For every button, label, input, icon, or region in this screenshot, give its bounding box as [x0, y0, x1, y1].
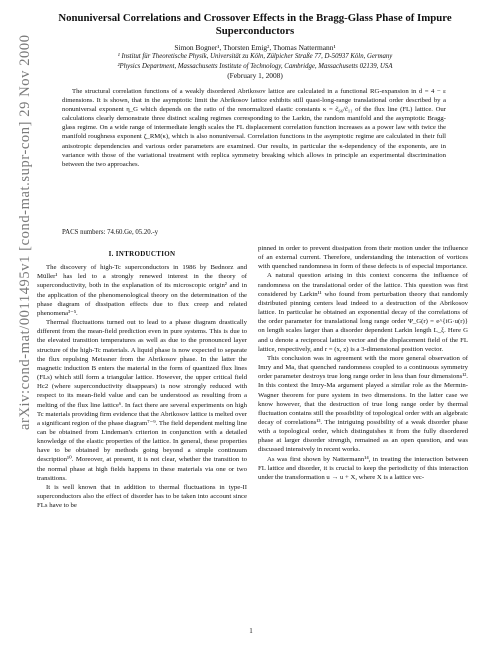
abstract-text: The structural correlation functions of a weakly disordered Abrikosov lattice are calculated in a functional RG-expansion in d = 4 − ε dimensions. It is shown, that in the asymptotic limit the Abrikosov lattice exhibits still quasi-long-range translational order described by a nonuniversal exponent η_G which depends on the ratio of the renormalized elastic constants κ = c̃₆₆/c̃₁₁ of the flux line (FL) lattice. Our calculations clearly demonstrate three distinct scaling regimes corresponding to the Larkin, the random manifold and the asymptotic Bragg-glass regime. On a wide range of intermediate length scales the FL displacement correlation function increases as a power law with twice the manifold roughness exponent ζ_RM(κ), which is also nonuniversal. Correlation functions in the asymptotic regime are calculated in their full anisotropic dependencies and various order parameters are examined. Our results, in particular the κ-dependency of the exponents, are in variance with those of the variational treatment with replica symmetry breaking which allows in principle an experimental discrimination between the two approaches. — [62, 88, 446, 168]
pacs-numbers: PACS numbers: 74.60.Ge, 05.20.-y — [62, 229, 159, 236]
body-paragraph: This conclusion was in agreement with the more general observation of Imry and Ma, that quenched randomness coupled to a continuous symmetry order parameter destroys true long range order in less than four dimensions¹². In this context the Imry-Ma argument played a similar role as the Mermin-Wagner theorem for pure system in two dimensions. In the latter case we know however, that the destruction of true long range order by thermal fluctuation contains still the possibility of topological order with an algebraic decay of correlations¹³. The intriguing possibility of a weak disorder phase with a topological order, which distinguishes it from the fully disordered phase at larger disorder strength, remained as an open question, and was discussed intensively in recent works. — [258, 354, 468, 454]
affiliation-1: ¹ Institut für Theoretische Physik, Universität zu Köln, Zülpicher Straße 77, D-50937 Köln, Germany — [117, 53, 393, 61]
title-line-2: Superconductors — [215, 25, 295, 37]
body-paragraph: It is well known that in addition to thermal fluctuations in type-II superconductors also the effect of disorder has to be taken into account since FLs have to be — [37, 483, 247, 510]
arxiv-stamp[interactable]: arXiv:cond-mat/0011495v1 [cond-mat.supr-con] 29 Nov 2000 — [17, 34, 33, 430]
right-column — [258, 244, 468, 482]
left-column — [37, 250, 247, 510]
body-paragraph: A natural question arising in this context concerns the influence of randomness on the translational order of the lattice. This question was first considered by Larkin¹¹ who found from perturbation theory that randomly distributed pinning centers lead indeed to a destruction of the Abrikosov lattice. In particular he obtained an exponential decay of the correlations of the order parameter for translational long range order Ψ_G(r) = e^{iG·u(r)} on length scales larger than a disorder dependent Larkin length L_ξ. Here G and u denote a reciprocal lattice vector and the displacement field of the FL lattice, respectively, and r = (x, z) is a 3-dimensional position vector. — [258, 272, 468, 353]
body-paragraph: Thermal fluctuations turned out to lead to a phase diagram drastically different from the mean-field prediction even in pure systems. This is due to the elevated transition temperatures as well as due to the pronounced layer structure of the high-Tc materials. A liquid phase is now expected to separate the flux repulsing Meissner from the Abrikosov phase. In the latter the magnetic induction B enters the material in the form of quantized flux lines (FLs) which still form a triangular lattice. However, the upper critical field Hc2 (where superconductivity disappears) is now strongly reduced with respect to its mean-field value and can be understood as resulting from a melting of the flux line lattice⁶. In fact there are several experiments on high Tc materials providing firm evidence that the Abrikosov lattice is melted over a significant region of the phase diagram⁷⁻⁹. The field dependent melting line can be obtained from Lindeman's criterion in conjunction with a detailed knowledge of the elastic properties of the lattice. In general, these properties have to be obtained by methods going beyond a simple continuum description¹⁰. Moreover, at present, it is not clear, whether the transition to the normal phase at high fields happens in these materials via one or two transitions. — [37, 319, 247, 482]
page-number: 1 — [249, 627, 253, 635]
abstract — [62, 87, 446, 169]
body-paragraph: As was first shown by Nattermann¹⁴, in treating the interaction between FL lattice and disorder, it is crucial to keep the periodicity of this interaction under the transformation u → u + X, where X is a lattice vec- — [258, 455, 468, 481]
date: (February 1, 2008) — [227, 70, 283, 80]
section-heading: I. INTRODUCTION — [108, 250, 176, 258]
title-line-1: Nonuniversal Correlations and Crossover Effects in the Bragg-Glass Phase of Impure — [58, 12, 452, 24]
author-block — [40, 43, 470, 80]
body-paragraph: pinned in order to prevent dissipation from their motion under the influence of an external current. Therefore, understanding the interaction of vortices with quenched randomness in form of these defects is of especial importance. — [258, 245, 468, 271]
affiliation-2: ²Physics Department, Massachusetts Institute of Technology, Cambridge, Massachusetts 02139, USA — [117, 62, 393, 70]
body-paragraph: The discovery of high-Tc superconductors in 1986 by Bednorz and Müller¹ has led to a strongly renewed interest in the theory of superconductivity, both in the explanation of its microscopic origin² and in the application of the phenomenological theory on the determination of the phase diagram of dissipation effects due to flux creep and related phenomena³⁻⁵. — [37, 264, 247, 317]
paper-title — [30, 12, 480, 38]
authors: Simon Bogner¹, Thorsten Emig², Thomas Nattermann¹ — [174, 43, 336, 52]
